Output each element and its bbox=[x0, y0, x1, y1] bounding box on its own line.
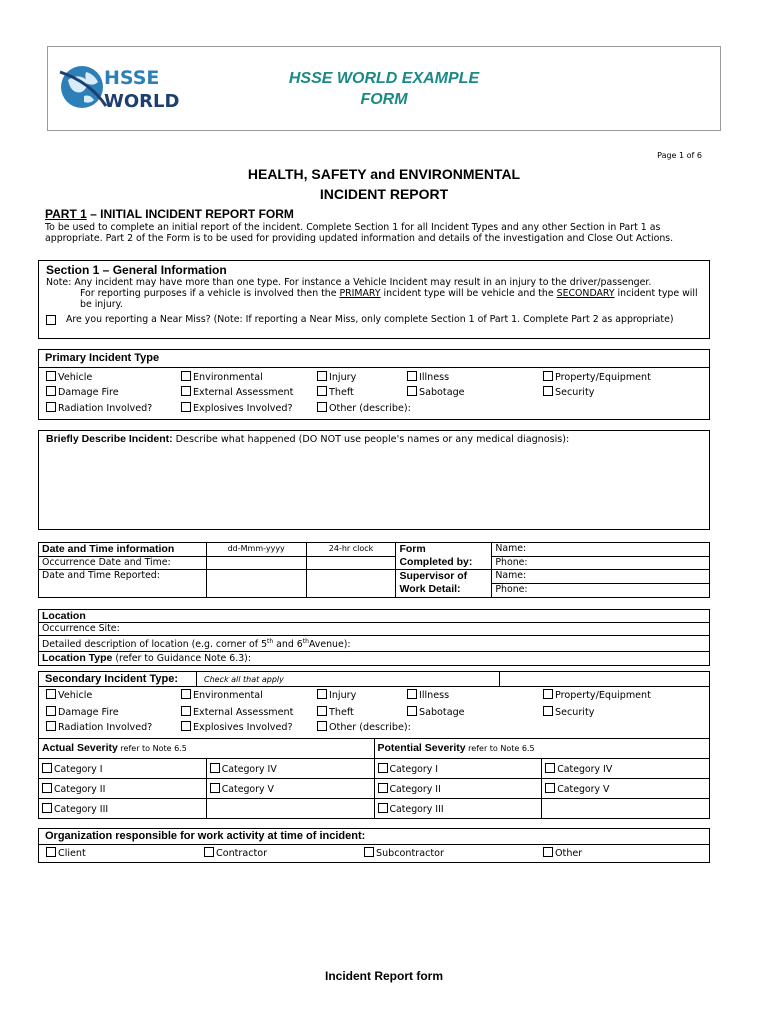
footer: Incident Report form bbox=[324, 969, 443, 983]
option-label: Category I bbox=[389, 764, 439, 775]
page-number: Page 1 of 6 bbox=[657, 151, 702, 160]
part1-intro: To be used to complete an initial report of the incident. Complete Section 1 for all Incident Types and any other Section in Part 1 as appropriate. Part 2 of the Form is to be used for providing updated information and details of the investigation and Close Out Actions. bbox=[45, 222, 674, 244]
checkbox[interactable] bbox=[407, 706, 417, 716]
location-type-field[interactable] bbox=[39, 652, 710, 666]
checkbox[interactable] bbox=[378, 763, 388, 773]
potential-severity-label: Potential Severity bbox=[377, 742, 466, 754]
checkbox[interactable] bbox=[317, 689, 327, 699]
secondary-theft[interactable] bbox=[317, 706, 354, 718]
svg-text:WORLD: WORLD bbox=[104, 91, 180, 112]
note-text: incident type will be vehicle and the bbox=[380, 288, 557, 299]
checkbox[interactable] bbox=[317, 371, 327, 381]
actual-category-iii[interactable] bbox=[39, 799, 207, 819]
phone-label: Phone: bbox=[495, 584, 528, 595]
near-miss-label: Are you reporting a Near Miss? (Note: If reporting a Near Miss, only complete Section 1 of Part 1. Complete Part 2 as appropriate) bbox=[66, 314, 674, 325]
actual-category-ii[interactable] bbox=[39, 779, 207, 799]
checkbox[interactable] bbox=[46, 402, 56, 412]
secondary-property-equipment[interactable] bbox=[543, 689, 651, 701]
primary-damage-fire[interactable] bbox=[46, 386, 119, 398]
option-label: Vehicle bbox=[58, 690, 93, 701]
option-label: Category I bbox=[54, 764, 103, 775]
empty-cell bbox=[542, 799, 710, 819]
checkbox[interactable] bbox=[42, 803, 52, 813]
option-label: Category V bbox=[221, 784, 274, 795]
note-text: For reporting purposes if a vehicle is involved then the bbox=[80, 288, 340, 299]
primary-word: PRIMARY bbox=[339, 288, 381, 299]
primary-theft[interactable] bbox=[317, 386, 354, 398]
name-label: Name: bbox=[495, 570, 527, 581]
document-title bbox=[160, 164, 608, 204]
option-label: Contractor bbox=[216, 848, 268, 859]
option-label: Radiation Involved? bbox=[58, 722, 153, 733]
reported-time-field[interactable] bbox=[306, 570, 396, 598]
option-label: Damage Fire bbox=[58, 387, 119, 398]
occurrence-date-field[interactable] bbox=[206, 556, 306, 570]
primary-external-assessment[interactable] bbox=[181, 386, 293, 398]
organization-title: Organization responsible for work activity at time of incident: bbox=[45, 830, 366, 842]
actual-category-iv[interactable] bbox=[206, 759, 374, 779]
location-detail-field[interactable] bbox=[39, 636, 710, 652]
actual-severity-note: refer to Note 6.5 bbox=[117, 744, 187, 753]
option-label: External Assessment bbox=[193, 707, 294, 718]
checkbox[interactable] bbox=[407, 371, 417, 381]
checkbox[interactable] bbox=[317, 721, 327, 731]
potential-category-i[interactable] bbox=[374, 759, 542, 779]
checkbox[interactable] bbox=[46, 371, 56, 381]
potential-severity-header bbox=[374, 739, 710, 759]
checkbox[interactable] bbox=[378, 803, 388, 813]
divider bbox=[38, 367, 710, 368]
checkbox[interactable] bbox=[181, 706, 191, 716]
checkbox[interactable] bbox=[543, 386, 553, 396]
secondary-hint: Check all that apply bbox=[204, 675, 284, 684]
option-label: Damage Fire bbox=[58, 707, 119, 718]
primary-illness[interactable] bbox=[407, 371, 449, 383]
option-label: Explosives Involved? bbox=[193, 403, 293, 414]
name-label: Name: bbox=[495, 543, 527, 554]
option-label: Sabotage bbox=[419, 387, 465, 398]
checkbox[interactable] bbox=[204, 847, 214, 857]
checkbox[interactable] bbox=[543, 847, 553, 857]
divider bbox=[499, 671, 500, 687]
secondary-external-assessment[interactable] bbox=[181, 706, 293, 718]
detail-text: Avenue): bbox=[308, 639, 351, 651]
describe-text: Describe what happened (DO NOT use people's names or any medical diagnosis): bbox=[172, 434, 570, 445]
completed-by-label: Completed by: bbox=[399, 556, 473, 568]
reported-date-field[interactable] bbox=[206, 570, 306, 598]
option-label: Category II bbox=[54, 784, 106, 795]
note-text: incident type will be injury. bbox=[80, 288, 698, 310]
checkbox[interactable] bbox=[46, 847, 56, 857]
checkbox[interactable] bbox=[545, 783, 555, 793]
secondary-explosives[interactable] bbox=[181, 721, 293, 733]
section1-note bbox=[46, 277, 706, 325]
option-label: Sabotage bbox=[419, 707, 465, 718]
primary-other[interactable] bbox=[317, 402, 411, 414]
checkbox[interactable] bbox=[543, 689, 553, 699]
checkbox[interactable] bbox=[46, 689, 56, 699]
checkbox[interactable] bbox=[407, 689, 417, 699]
location-title: Location bbox=[39, 610, 710, 623]
work-detail-label: Work Detail: bbox=[399, 583, 461, 595]
option-label: Illness bbox=[419, 372, 450, 383]
primary-injury[interactable] bbox=[317, 371, 356, 383]
checkbox[interactable] bbox=[543, 371, 553, 381]
form-label: Form bbox=[399, 543, 426, 555]
primary-environmental[interactable] bbox=[181, 371, 263, 383]
reported-label: Date and Time Reported: bbox=[39, 570, 207, 598]
option-label: Category IV bbox=[221, 764, 277, 775]
primary-radiation[interactable] bbox=[46, 402, 152, 414]
checkbox[interactable] bbox=[181, 371, 191, 381]
header-title bbox=[250, 68, 518, 110]
option-label: Other (describe): bbox=[329, 403, 411, 414]
location-table bbox=[38, 609, 710, 666]
option-label: Theft bbox=[329, 387, 354, 398]
option-label: Illness bbox=[419, 690, 450, 701]
completed-name-field[interactable] bbox=[492, 543, 710, 557]
location-type-note: (refer to Guidance Note 6.3): bbox=[112, 653, 252, 665]
primary-incident-title: Primary Incident Type bbox=[45, 352, 160, 364]
checkbox[interactable] bbox=[407, 386, 417, 396]
empty-cell bbox=[206, 799, 374, 819]
option-label: Security bbox=[555, 707, 595, 718]
option-label: Client bbox=[58, 848, 86, 859]
secondary-incident-title: Secondary Incident Type: bbox=[45, 673, 179, 685]
checkbox[interactable] bbox=[181, 402, 191, 412]
primary-vehicle[interactable] bbox=[46, 371, 92, 383]
secondary-radiation[interactable] bbox=[46, 721, 152, 733]
option-label: Category II bbox=[389, 784, 441, 795]
site-label: Occurrence Site: bbox=[42, 623, 120, 634]
part1-label: PART 1 bbox=[45, 207, 87, 221]
near-miss-row bbox=[46, 314, 706, 325]
header-title-line2: FORM bbox=[360, 91, 408, 108]
option-label: Radiation Involved? bbox=[58, 403, 153, 414]
option-label: Security bbox=[555, 387, 595, 398]
primary-sabotage[interactable] bbox=[407, 386, 465, 398]
option-label: Property/Equipment bbox=[555, 690, 651, 701]
location-type-label: Location Type bbox=[42, 652, 113, 665]
option-label: Injury bbox=[329, 690, 357, 701]
option-label: Category III bbox=[54, 804, 109, 815]
option-label: Explosives Involved? bbox=[193, 722, 293, 733]
detail-text: and 6 bbox=[273, 639, 303, 651]
occurrence-label: Occurrence Date and Time: bbox=[39, 556, 207, 570]
checkbox[interactable] bbox=[181, 721, 191, 731]
checkbox[interactable] bbox=[317, 386, 327, 396]
occurrence-site-field[interactable] bbox=[39, 623, 710, 636]
option-label: Other (describe): bbox=[329, 722, 411, 733]
secondary-security[interactable] bbox=[543, 706, 594, 718]
option-label: Category IV bbox=[557, 764, 613, 775]
checkbox[interactable] bbox=[317, 402, 327, 412]
secondary-sabotage[interactable] bbox=[407, 706, 465, 718]
checkbox[interactable] bbox=[46, 706, 56, 716]
checkbox[interactable] bbox=[181, 386, 191, 396]
describe-incident-prompt bbox=[46, 433, 569, 445]
near-miss-checkbox[interactable] bbox=[46, 315, 56, 325]
checkbox[interactable] bbox=[545, 763, 555, 773]
option-label: Subcontractor bbox=[376, 848, 444, 859]
supervisor-phone-field[interactable] bbox=[492, 584, 710, 598]
secondary-word: SECONDARY bbox=[556, 288, 615, 299]
checkbox[interactable] bbox=[210, 783, 220, 793]
part1-heading-rest: – INITIAL INCIDENT REPORT FORM bbox=[86, 207, 294, 221]
option-label: Property/Equipment bbox=[555, 372, 651, 383]
org-subcontractor[interactable] bbox=[364, 847, 444, 859]
checkbox[interactable] bbox=[317, 706, 327, 716]
superscript: th bbox=[267, 638, 274, 645]
divider bbox=[196, 671, 197, 687]
option-label: External Assessment bbox=[193, 387, 294, 398]
checkbox[interactable] bbox=[46, 386, 56, 396]
primary-property-equipment[interactable] bbox=[543, 371, 651, 383]
datetime-table bbox=[38, 542, 710, 598]
describe-incident-box[interactable] bbox=[38, 430, 710, 530]
org-client[interactable] bbox=[46, 847, 86, 859]
secondary-vehicle[interactable] bbox=[46, 689, 92, 701]
checkbox[interactable] bbox=[46, 721, 56, 731]
supervisor-work-detail bbox=[396, 570, 492, 598]
potential-category-iii[interactable] bbox=[374, 799, 542, 819]
potential-category-v[interactable] bbox=[542, 779, 710, 799]
actual-severity-header bbox=[39, 739, 375, 759]
actual-category-v[interactable] bbox=[206, 779, 374, 799]
note-line2 bbox=[46, 288, 706, 310]
option-label: Injury bbox=[329, 372, 357, 383]
phone-label: Phone: bbox=[495, 556, 528, 568]
primary-security[interactable] bbox=[543, 386, 594, 398]
note-line1: Note: Any incident may have more than one type. For instance a Vehicle Incident may result in an injury to the driver/passenger. bbox=[46, 277, 652, 288]
svg-text:HSSE: HSSE bbox=[104, 67, 160, 89]
checkbox[interactable] bbox=[364, 847, 374, 857]
checkbox[interactable] bbox=[378, 783, 388, 793]
option-label: Environmental bbox=[193, 372, 263, 383]
option-label: Category V bbox=[557, 784, 610, 795]
option-label: Environmental bbox=[193, 690, 263, 701]
supervisor-name-field[interactable] bbox=[492, 570, 710, 584]
option-label: Other bbox=[555, 848, 583, 859]
form-completed-by bbox=[396, 543, 492, 570]
option-label: Category III bbox=[389, 804, 444, 815]
secondary-other[interactable] bbox=[317, 721, 411, 733]
org-other[interactable] bbox=[543, 847, 582, 859]
part1-heading bbox=[45, 207, 294, 221]
time-format: 24-hr clock bbox=[306, 543, 396, 557]
hsse-world-logo bbox=[58, 62, 188, 112]
secondary-environmental[interactable] bbox=[181, 689, 263, 701]
checkbox[interactable] bbox=[543, 706, 553, 716]
checkbox[interactable] bbox=[42, 783, 52, 793]
document-title-line1: HEALTH, SAFETY and ENVIRONMENTAL bbox=[247, 166, 521, 182]
checkbox[interactable] bbox=[181, 689, 191, 699]
potential-severity-note: refer to Note 6.5 bbox=[465, 744, 535, 753]
checkbox[interactable] bbox=[210, 763, 220, 773]
section1-title: Section 1 – General Information bbox=[46, 263, 227, 277]
severity-table bbox=[38, 738, 710, 819]
header-title-line1: HSSE WORLD EXAMPLE bbox=[288, 70, 480, 87]
potential-category-ii[interactable] bbox=[374, 779, 542, 799]
primary-explosives[interactable] bbox=[181, 402, 293, 414]
document-title-line2: INCIDENT REPORT bbox=[319, 186, 449, 202]
datetime-title: Date and Time information bbox=[39, 543, 207, 557]
describe-label: Briefly Describe Incident: bbox=[46, 433, 173, 445]
superscript: th bbox=[302, 638, 309, 645]
secondary-illness[interactable] bbox=[407, 689, 449, 701]
completed-phone-field[interactable] bbox=[492, 556, 710, 570]
secondary-damage-fire[interactable] bbox=[46, 706, 119, 718]
secondary-injury[interactable] bbox=[317, 689, 356, 701]
detail-text: Detailed description of location (e.g. corner of 5 bbox=[42, 639, 268, 651]
actual-severity-label: Actual Severity bbox=[42, 742, 118, 754]
potential-category-iv[interactable] bbox=[542, 759, 710, 779]
occurrence-time-field[interactable] bbox=[306, 556, 396, 570]
org-contractor[interactable] bbox=[204, 847, 267, 859]
date-format: dd-Mmm-yyyy bbox=[206, 543, 306, 557]
option-label: Vehicle bbox=[58, 372, 93, 383]
checkbox[interactable] bbox=[42, 763, 52, 773]
divider bbox=[38, 844, 710, 845]
supervisor-label: Supervisor of bbox=[399, 570, 468, 582]
actual-category-i[interactable] bbox=[39, 759, 207, 779]
option-label: Theft bbox=[329, 707, 354, 718]
